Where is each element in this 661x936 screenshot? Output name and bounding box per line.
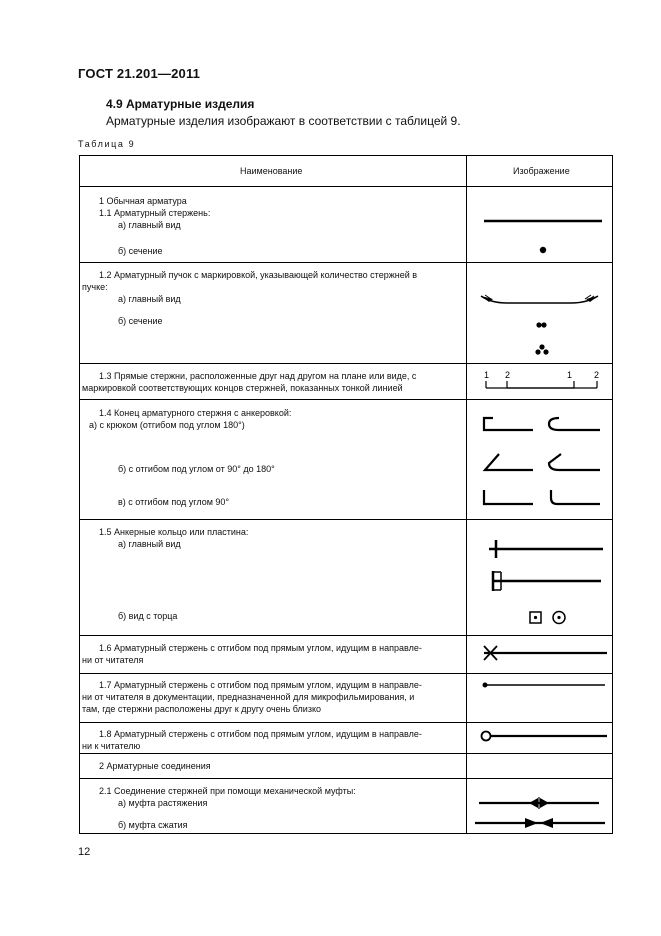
bar-end-mark: 1	[567, 370, 573, 380]
bend-90-180-rounded-icon	[549, 454, 600, 470]
section-intro: Арматурные изделия изображают в соответствии с таблицей 9.	[106, 114, 461, 128]
bend-90-180-icon	[485, 454, 533, 470]
circle-icon	[482, 732, 491, 741]
anchor-plate-main-view-icon	[492, 571, 601, 591]
hook-180-icon	[484, 418, 533, 430]
row-1-4-line1: 1.4 Конец арматурного стержня с анкеровкой:	[99, 408, 292, 418]
row-1-2-b: б) сечение	[118, 316, 163, 326]
bundle-main-view-icon	[481, 295, 598, 303]
bar-end-mark: 1	[484, 370, 490, 380]
table-9	[79, 155, 613, 834]
row-1-6-line2: ни от читателя	[82, 655, 144, 665]
row-1-3-line1: 1.3 Прямые стержни, расположенные друг над другом на плане или виде, с	[99, 371, 417, 381]
stacked-bars-drawing-1-3	[467, 364, 612, 399]
row-1-4-c: в) с отгибом под углом 90°	[118, 497, 230, 507]
anchor-plate-end-view-icon	[530, 612, 541, 623]
row-1-2-line1: 1.2 Арматурный пучок с маркировкой, указывающей количество стержней в	[99, 270, 418, 280]
row-1-2-line2: пучке:	[82, 282, 108, 292]
row-1-5-b: б) вид с торца	[118, 611, 178, 621]
bar-end-mark: 2	[505, 370, 511, 380]
anchor-ring-main-view-icon	[489, 540, 603, 558]
row-1-4-b: б) с отгибом под углом от 90° до 180°	[118, 464, 275, 474]
row-2-1-a: а) муфта растяжения	[118, 798, 208, 808]
bend-toward-drawing-1-8	[467, 723, 612, 753]
row-1-6-line1: 1.6 Арматурный стержень с отгибом под прямым углом, идущим в направле-	[99, 643, 422, 653]
row-1-4-a: а) с крюком (отгибом под углом 180°)	[89, 420, 245, 430]
anchor-ring-end-view-icon	[553, 612, 565, 624]
tension-coupling-icon	[479, 797, 599, 809]
bundle-drawings-1-2	[467, 263, 612, 363]
row-1-8-line2: ни к читателю	[82, 741, 141, 751]
row-1-7-line1: 1.7 Арматурный стержень с отгибом под прямым углом, идущим в направле-	[99, 680, 422, 690]
row-1-5-a: а) главный вид	[118, 539, 181, 549]
anchor-plate-drawings-1-5	[467, 520, 612, 635]
bend-away-microfilm-drawing-1-7	[467, 674, 612, 722]
row-divider	[80, 753, 612, 754]
bend-away-drawing-1-6	[467, 636, 612, 673]
hook-180-rounded-icon	[549, 418, 600, 430]
table-caption: Таблица 9	[78, 139, 136, 149]
bend-90-rounded-icon	[551, 490, 600, 504]
row-1-3-line2: маркировкой соответствующих концов стержней, показанных тонкой линией	[82, 383, 403, 393]
rebar-drawings-1-1	[467, 187, 612, 262]
bend-90-icon	[484, 490, 533, 504]
row-1-1-title: 1.1 Арматурный стержень:	[99, 208, 211, 218]
rebar-section-icon	[540, 247, 546, 253]
row-1-7-line2: ни от читателя в документации, предназначенной для микрофильмирования, и	[82, 692, 415, 702]
column-header-image: Изображение	[513, 166, 570, 176]
row-1-1-a: а) главный вид	[118, 220, 181, 230]
row-2-1-b: б) муфта сжатия	[118, 820, 188, 830]
bar-end-mark: 2	[594, 370, 600, 380]
row-2-title: 2 Арматурные соединения	[99, 761, 211, 771]
row-1-8-line1: 1.8 Арматурный стержень с отгибом под прямым углом, идущим в направле-	[99, 729, 422, 739]
document-code: ГОСТ 21.201—2011	[78, 66, 201, 81]
row-1-7-line3: там, где стержни расположены друг к другу очень близко	[82, 704, 321, 714]
row-2-1-line1: 2.1 Соединение стержней при помощи механической муфты:	[99, 786, 356, 796]
section-heading: 4.9 Арматурные изделия	[106, 97, 255, 111]
anchorage-drawings-1-4	[467, 400, 612, 519]
row-1-1-b: б) сечение	[118, 246, 163, 256]
row-1-2-a: а) главный вид	[118, 294, 181, 304]
row-1-5-line1: 1.5 Анкерные кольцо или пластина:	[99, 527, 249, 537]
bundle-section-icon	[535, 322, 548, 354]
row-1-title: 1 Обычная арматура	[99, 196, 187, 206]
coupling-drawings-2-1	[467, 779, 612, 834]
page-number: 12	[78, 846, 91, 858]
column-header-name: Наименование	[240, 166, 303, 176]
compression-coupling-icon	[475, 818, 605, 828]
dot-icon	[483, 683, 488, 688]
